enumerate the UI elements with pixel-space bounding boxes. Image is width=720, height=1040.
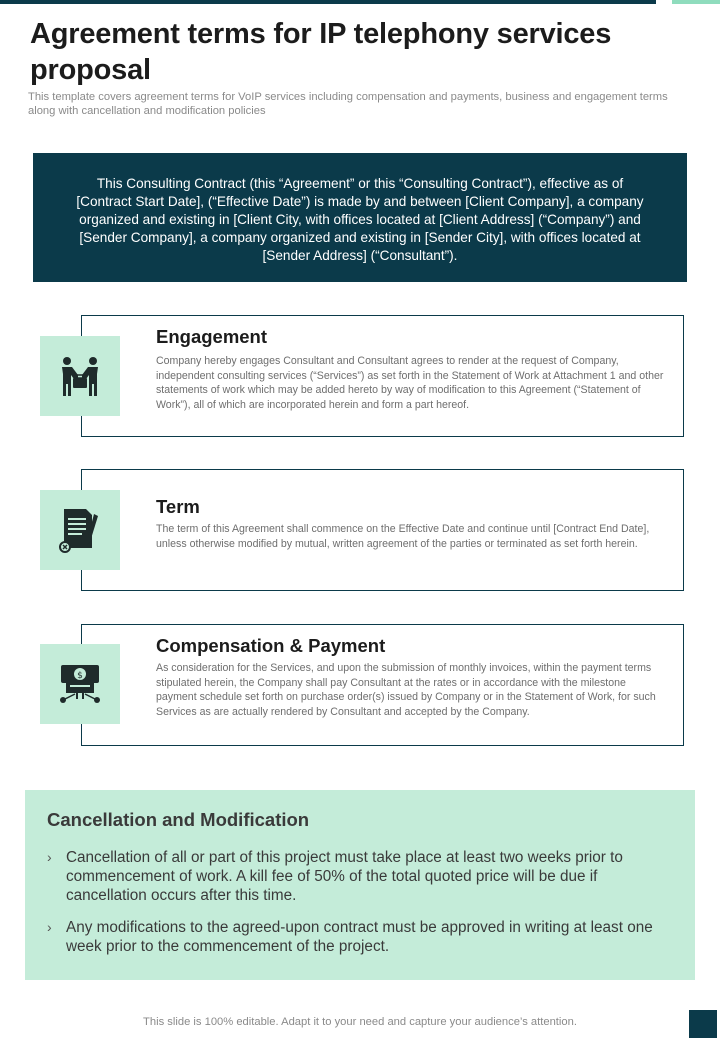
cancellation-list (47, 848, 667, 969)
term-body: The term of this Agreement shall commence on the Effective Date and continue until [Contract End Date], unless otherwise modified by mutual, written agreement of the parties or terminated as set forth herein. (156, 523, 650, 550)
svg-text:$: $ (77, 671, 83, 681)
intro-contract-text: This Consulting Contract (this “Agreement” or this “Consulting Contract”), effective as of [Contract Start Date], (“Effective Date”) is made by and between [Client Company], a company organized and existing in [Client City, with offices located at [Client Address] (“Company”) and [Sender Company], a company organized and existing in [Sender City], with offices located at [Sender Address] (“Consultant”). (76, 176, 644, 263)
top-accent-bar-light (672, 0, 720, 4)
list-item (47, 918, 667, 956)
term-heading: Term (156, 496, 200, 517)
list-item-text: Cancellation of all or part of this project must take place at least two weeks prior to commencement of work. A kill fee of 50% of the total quoted price will be due if cancellation occurs after this time. (66, 849, 623, 904)
compensation-heading: Compensation & Payment (156, 635, 386, 656)
top-accent-bar (0, 0, 656, 4)
engagement-body: Company hereby engages Consultant and Consultant agrees to render at the request of Company, independent consulting services (“Services”) as set forth in the Statement of Work at Attachment 1 and other statements of work which may be added hereto by way of modification to this Agreement (“Statement of Work”), all of which are incorporated herein and form a part hereof. (156, 355, 664, 411)
compensation-icon-tile (40, 644, 120, 724)
cancellation-heading: Cancellation and Modification (47, 809, 310, 830)
engagement-heading: Engagement (156, 326, 268, 347)
handshake-icon (58, 354, 102, 398)
payment-icon (57, 661, 103, 707)
term-icon-tile (40, 490, 120, 570)
intro-contract-box (33, 153, 687, 282)
list-item-text: Any modifications to the agreed-upon contract must be approved in writing at least one week prior to the commencement of the project. (66, 919, 653, 955)
list-item (47, 848, 667, 905)
chevron-right-icon: › (47, 919, 52, 935)
compensation-body: As consideration for the Services, and upon the submission of monthly invoices, within the payment terms stipulated herein, the Company shall pay Consultant at the rates or in accordance with the milestone payment schedule set forth on purchase order(s) issued by Company or in the Statement of Work, for such Services as are actually rendered by Consultant and accepted by the Company. (156, 662, 656, 718)
corner-accent-square (689, 1010, 717, 1038)
chevron-right-icon: › (47, 849, 52, 865)
contract-document-icon (58, 506, 102, 554)
engagement-icon-tile (40, 336, 120, 416)
page-subtitle: This template covers agreement terms for VoIP services including compensation and payments, business and engagement terms along with cancellation and modification policies (28, 91, 668, 117)
page-title: Agreement terms for IP telephony services proposal (30, 18, 612, 86)
footer-note: This slide is 100% editable. Adapt it to your need and capture your audience’s attention. (143, 1016, 577, 1028)
